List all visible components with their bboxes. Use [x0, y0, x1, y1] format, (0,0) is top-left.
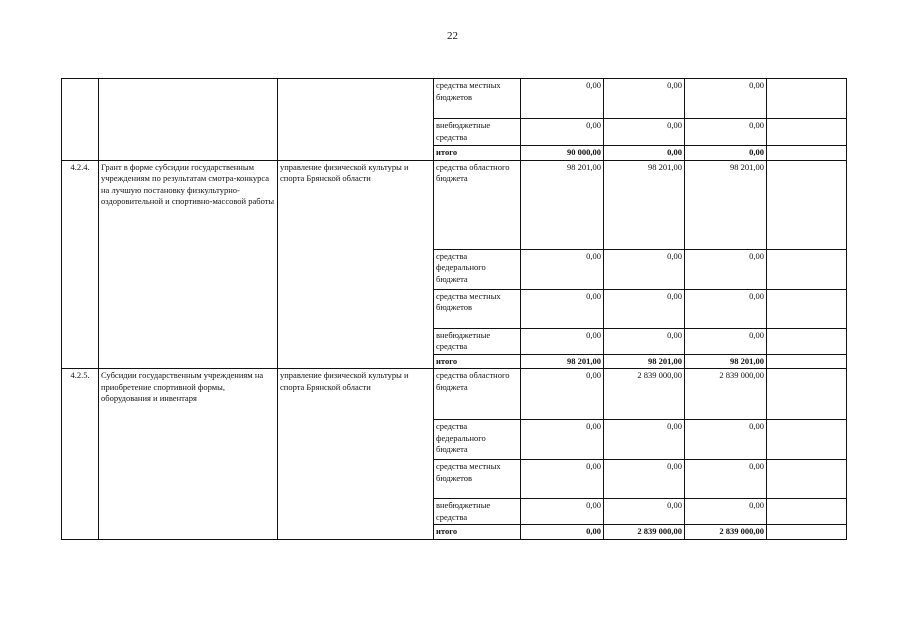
item-number-cell	[62, 79, 99, 161]
source-cell: итого	[434, 146, 521, 161]
value-cell	[767, 249, 847, 289]
value-cell: 0,00	[521, 119, 604, 146]
value-cell: 98 201,00	[685, 354, 767, 369]
source-cell: средства федерального бюджета	[434, 249, 521, 289]
value-cell: 2 839 000,00	[685, 525, 767, 540]
value-cell: 0,00	[604, 499, 685, 525]
source-cell: средства местных бюджетов	[434, 79, 521, 119]
value-cell: 0,00	[685, 79, 767, 119]
value-cell: 0,00	[521, 499, 604, 525]
value-cell: 2 839 000,00	[604, 369, 685, 420]
value-cell: 0,00	[685, 328, 767, 354]
value-cell: 0,00	[604, 79, 685, 119]
value-cell	[767, 354, 847, 369]
value-cell: 0,00	[685, 420, 767, 460]
item-number-cell: 4.2.4.	[62, 160, 99, 369]
value-cell: 90 000,00	[521, 146, 604, 161]
value-cell: 0,00	[685, 146, 767, 161]
item-number-cell: 4.2.5.	[62, 369, 99, 540]
executor-cell	[278, 79, 434, 161]
value-cell: 98 201,00	[604, 160, 685, 249]
value-cell: 0,00	[685, 289, 767, 328]
table-row	[62, 79, 847, 119]
executor-cell: управление физической культуры и спорта Брянской области	[278, 369, 434, 540]
value-cell: 0,00	[604, 119, 685, 146]
value-cell: 98 201,00	[521, 354, 604, 369]
source-cell: средства областного бюджета	[434, 369, 521, 420]
value-cell: 0,00	[604, 289, 685, 328]
executor-cell: управление физической культуры и спорта Брянской области	[278, 160, 434, 369]
value-cell	[767, 79, 847, 119]
value-cell: 98 201,00	[604, 354, 685, 369]
value-cell	[767, 499, 847, 525]
value-cell: 0,00	[685, 119, 767, 146]
value-cell	[767, 119, 847, 146]
value-cell: 0,00	[521, 289, 604, 328]
source-cell: итого	[434, 525, 521, 540]
value-cell: 0,00	[521, 525, 604, 540]
source-cell: итого	[434, 354, 521, 369]
value-cell: 0,00	[521, 328, 604, 354]
table-row	[62, 160, 847, 249]
item-name-cell	[99, 79, 278, 161]
value-cell: 0,00	[604, 328, 685, 354]
value-cell: 0,00	[521, 79, 604, 119]
value-cell: 98 201,00	[685, 160, 767, 249]
value-cell: 0,00	[604, 249, 685, 289]
table-row	[62, 369, 847, 420]
source-cell: средства федерального бюджета	[434, 420, 521, 460]
value-cell	[767, 460, 847, 499]
source-cell: средства местных бюджетов	[434, 460, 521, 499]
value-cell	[767, 160, 847, 249]
value-cell	[767, 289, 847, 328]
source-cell: внебюджетные средства	[434, 499, 521, 525]
value-cell	[767, 525, 847, 540]
budget-table	[61, 78, 847, 540]
source-cell: средства областного бюджета	[434, 160, 521, 249]
value-cell: 0,00	[521, 420, 604, 460]
value-cell: 98 201,00	[521, 160, 604, 249]
page-number: 22	[447, 30, 458, 42]
value-cell: 2 839 000,00	[604, 525, 685, 540]
item-name-cell: Субсидии государственным учреждениям на приобретение спортивной формы, оборудования и инвентаря	[99, 369, 278, 540]
value-cell: 0,00	[521, 369, 604, 420]
source-cell: средства местных бюджетов	[434, 289, 521, 328]
value-cell: 0,00	[521, 249, 604, 289]
item-name-cell: Грант в форме субсидии государственным учреждениям по результатам смотра-конкурса на лучшую постановку физкультурно-оздоровительной и спортивно-массовой работы	[99, 160, 278, 369]
value-cell: 2 839 000,00	[685, 369, 767, 420]
value-cell: 0,00	[521, 460, 604, 499]
value-cell	[767, 420, 847, 460]
value-cell	[767, 328, 847, 354]
value-cell	[767, 369, 847, 420]
source-cell: внебюджетные средства	[434, 328, 521, 354]
value-cell: 0,00	[604, 146, 685, 161]
value-cell: 0,00	[685, 460, 767, 499]
value-cell: 0,00	[604, 420, 685, 460]
source-cell: внебюджетные средства	[434, 119, 521, 146]
value-cell: 0,00	[604, 460, 685, 499]
value-cell	[767, 146, 847, 161]
value-cell: 0,00	[685, 499, 767, 525]
value-cell: 0,00	[685, 249, 767, 289]
